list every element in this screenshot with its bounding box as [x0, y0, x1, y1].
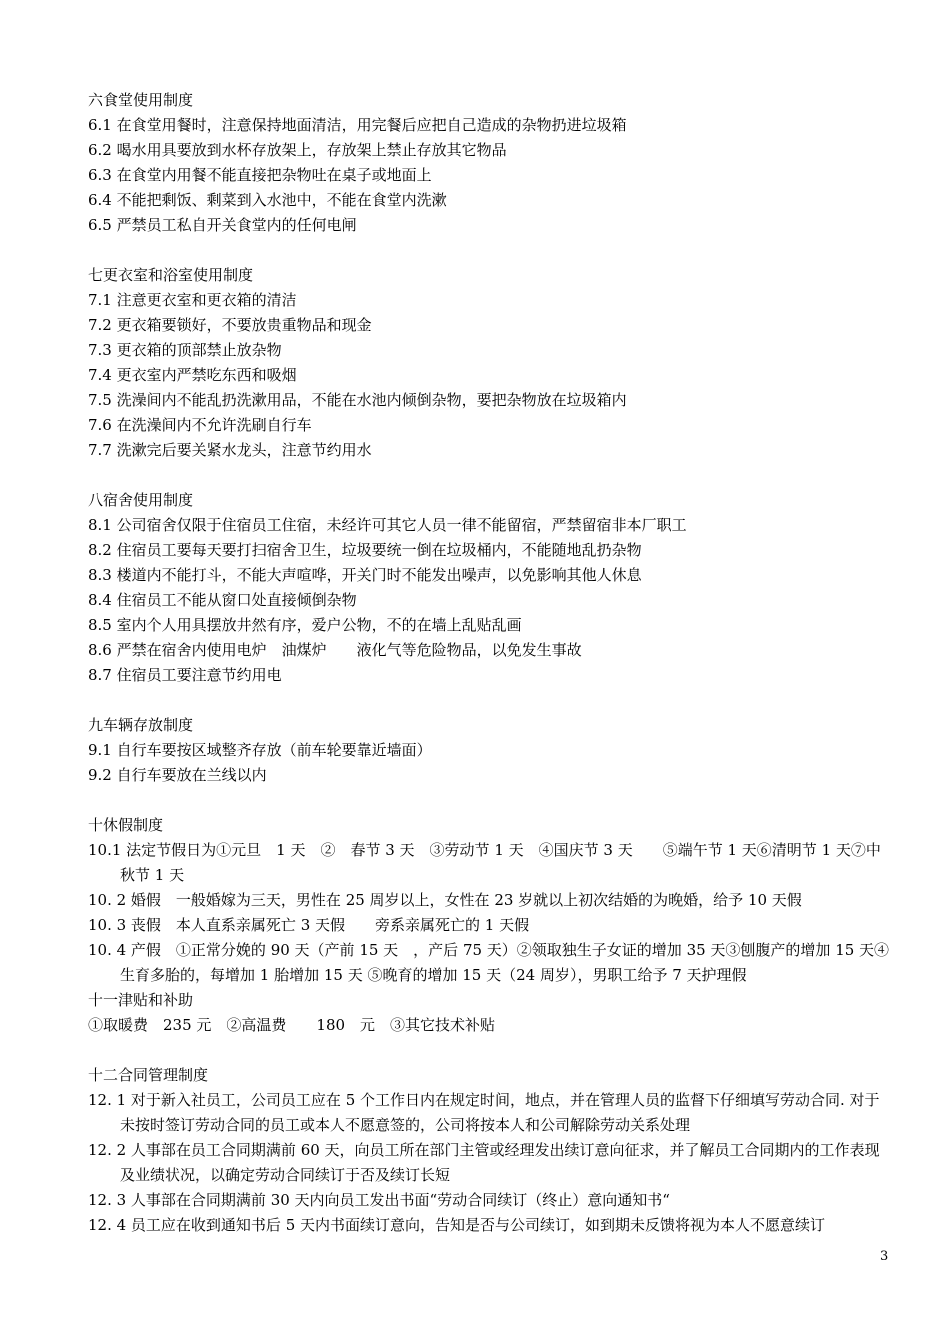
section-contract [88, 1063, 893, 1238]
section-heading: 七更衣室和浴室使用制度 [88, 266, 254, 284]
rule-item: 7.7 洗漱完后要关紧水龙头，注意节约用水 [88, 441, 372, 459]
rule-item: 10. 3 丧假 本人直系亲属死亡 3 天假 旁系亲属死亡的 1 天假 [88, 916, 530, 934]
rule-item: 7.5 洗澡间内不能乱扔洗漱用品，不能在水池内倾倒杂物，要把杂物放在垃圾箱内 [88, 391, 627, 409]
section-vehicle-parking [88, 713, 893, 788]
section-heading: 十二合同管理制度 [88, 1066, 209, 1084]
rule-item: 8.7 住宿员工要注意节约用电 [88, 666, 282, 684]
rule-item: 7.4 更衣室内严禁吃东西和吸烟 [88, 366, 297, 384]
section-dormitory [88, 488, 893, 688]
rule-item: ①取暖费 235 元 ②高温费 180 元 ③其它技术补贴 [88, 1016, 496, 1034]
rule-item: 12. 3 人事部在合同期满前 30 天内向员工发出书面“劳动合同续订（终止）意向通知书“ [88, 1191, 670, 1209]
section-locker-bath [88, 263, 893, 463]
rule-item: 7.6 在洗澡间内不允许洗刷自行车 [88, 416, 312, 434]
section-heading: 八宿舍使用制度 [88, 491, 194, 509]
document-page [88, 88, 893, 1238]
section-heading: 九车辆存放制度 [88, 716, 194, 734]
section-leave [88, 813, 893, 988]
section-heading: 十休假制度 [88, 816, 164, 834]
rule-item: 12. 4 员工应在收到通知书后 5 天内书面续订意向，告知是否与公司续订，如到期未反馈将视为本人不愿意续订 [88, 1216, 826, 1234]
rule-item: 7.1 注意更衣室和更衣箱的清洁 [88, 291, 297, 309]
rule-item: 8.4 住宿员工不能从窗口处直接倾倒杂物 [88, 591, 357, 609]
section-heading: 六食堂使用制度 [88, 91, 194, 109]
rule-item: 7.2 更衣箱要锁好，不要放贵重物品和现金 [88, 316, 372, 334]
rule-item: 12. 2 人事部在员工合同期满前 60 天，向员工所在部门主管或经理发出续订意向征求，并了解员工合同期内的工作表现及业绩状况，以确定劳动合同续订于否及续订长短 [88, 1141, 880, 1184]
rule-item: 8.2 住宿员工要每天要打扫宿舍卫生，垃圾要统一倒在垃圾桶内，不能随地乱扔杂物 [88, 541, 642, 559]
rule-item: 12. 1 对于新入社员工，公司员工应在 5 个工作日内在规定时间，地点，并在管理人员的监督下仔细填写劳动合同. 对于未按时签订劳动合同的员工或本人不愿意签的，公司将按本人和公司解除劳动关系处理 [88, 1091, 880, 1134]
rule-item: 8.5 室内个人用具摆放井然有序，爱户公物，不的在墙上乱贴乱画 [88, 616, 522, 634]
rule-item: 9.2 自行车要放在兰线以内 [88, 766, 267, 784]
rule-item: 6.1 在食堂用餐时，注意保持地面清洁，用完餐后应把自己造成的杂物扔进垃圾箱 [88, 116, 627, 134]
rule-item: 9.1 自行车要按区域整齐存放（前车轮要靠近墙面） [88, 741, 432, 759]
rule-item: 10. 4 产假 ①正常分娩的 90 天（产前 15 天 ，产后 75 天）②领取独生子女证的增加 35 天③刨腹产的增加 15 天④生育多胎的，每增加 1 胎增加 15 天 ⑤晚育的增加 15 天（24 周岁），男职工给予 7 天护理假 [88, 941, 890, 984]
rule-item: 6.4 不能把剩饭、剩菜到入水池中，不能在食堂内洗漱 [88, 191, 447, 209]
rule-item: 8.3 楼道内不能打斗，不能大声喧哗，开关门时不能发出噪声，以免影响其他人休息 [88, 566, 642, 584]
rule-item: 6.2 喝水用具要放到水杯存放架上，存放架上禁止存放其它物品 [88, 141, 507, 159]
section-canteen [88, 88, 893, 238]
rule-item: 6.5 严禁员工私自开关食堂内的任何电闸 [88, 216, 357, 234]
section-allowance [88, 988, 893, 1038]
rule-item: 8.6 严禁在宿舍内使用电炉 油煤炉 液化气等危险物品，以免发生事故 [88, 641, 582, 659]
page-number: 3 [880, 1249, 889, 1264]
rule-item: 8.1 公司宿舍仅限于住宿员工住宿，未经许可其它人员一律不能留宿，严禁留宿非本厂职工 [88, 516, 687, 534]
rule-item: 7.3 更衣箱的顶部禁止放杂物 [88, 341, 282, 359]
section-heading: 十一津贴和补助 [88, 991, 194, 1009]
rule-item: 6.3 在食堂内用餐不能直接把杂物吐在桌子或地面上 [88, 166, 432, 184]
rule-item: 10. 2 婚假 一般婚嫁为三天，男性在 25 周岁以上，女性在 23 岁就以上初次结婚的为晚婚，给予 10 天假 [88, 891, 802, 909]
rule-item: 10.1 法定节假日为①元旦 1 天 ② 春节 3 天 ③劳动节 1 天 ④国庆节 3 天 ⑤端午节 1 天⑥清明节 1 天⑦中秋节 1 天 [88, 841, 881, 884]
